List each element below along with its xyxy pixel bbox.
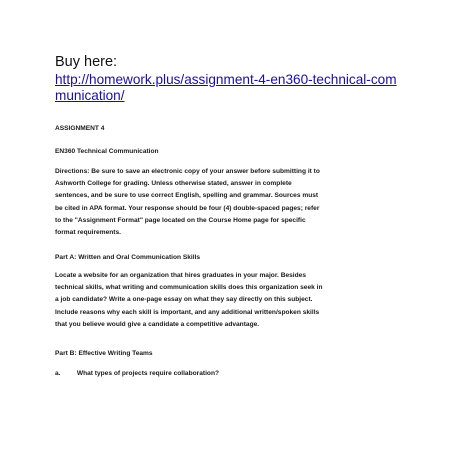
part-a-line: a job candidate? Write a one-page essay on what they say directly on this subject. xyxy=(55,296,313,304)
directions-line: Directions: Be sure to save an electronic copy of your answer before submitting it to xyxy=(55,168,320,175)
part-b-item-text: What types of projects require collaboration? xyxy=(76,370,219,377)
directions-line: to the "Assignment Format" page located on the Course Home page for specific xyxy=(55,216,306,224)
part-a-line: Include reasons why each skill is important, and any additional written/spoken skills xyxy=(55,308,320,316)
directions-line: be cited in APA format. Your response should be four (4) double-spaced pages; refer xyxy=(55,204,320,212)
part-b-heading: Part B: Effective Writing Teams xyxy=(55,350,153,357)
directions-paragraph xyxy=(55,166,405,239)
part-b-item xyxy=(55,370,219,377)
part-a-heading: Part A: Written and Oral Communication Skills xyxy=(55,254,201,261)
purchase-link[interactable]: http://homework.plus/assignment-4-en360-technical-communication/ xyxy=(55,72,397,103)
part-a-line: technical skills, what writing and communication skills does this organization seek in xyxy=(55,284,323,292)
directions-line: Ashworth College for grading. Unless otherwise stated, answer in complete xyxy=(55,180,292,188)
part-a-line: Locate a website for an organization that hires graduates in your major. Besides xyxy=(55,272,306,279)
part-a-paragraph xyxy=(55,270,405,331)
assignment-title: ASSIGNMENT 4 xyxy=(55,125,105,132)
list-marker: a. xyxy=(55,370,61,377)
course-title: EN360 Technical Communication xyxy=(55,148,159,155)
directions-line: format requirements. xyxy=(55,229,121,237)
directions-line: sentences, and be sure to use correct English, spelling and grammar. Sources must xyxy=(55,192,319,200)
buy-here-label: Buy here: xyxy=(55,54,118,70)
part-a-line: that you believe would give a candidate a competitive advantage. xyxy=(55,320,260,328)
